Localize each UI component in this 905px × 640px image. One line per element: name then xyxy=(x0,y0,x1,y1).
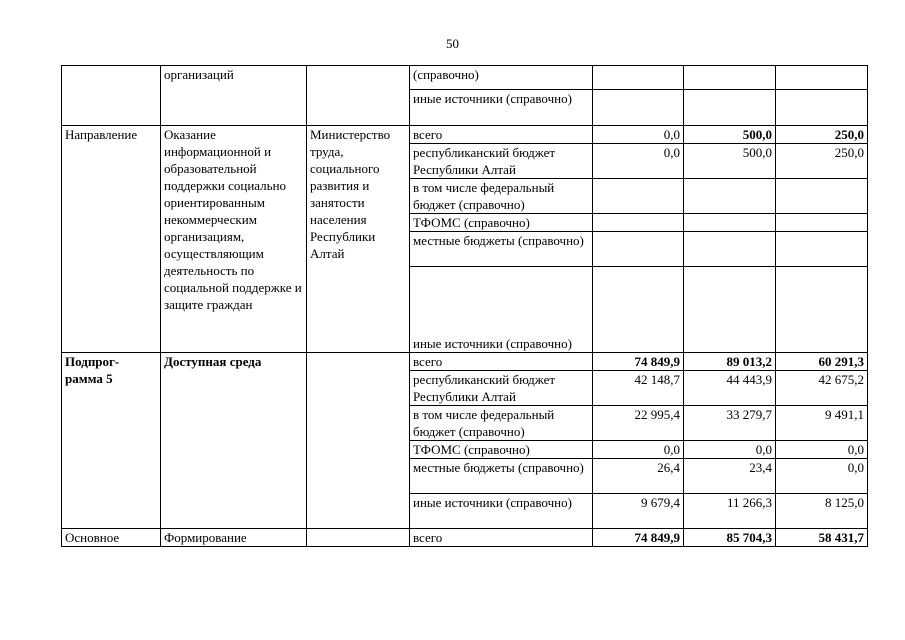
cell-value xyxy=(776,267,868,353)
table-row xyxy=(62,126,868,144)
cell-value xyxy=(593,232,684,267)
cell-value: 0,0 xyxy=(776,459,868,494)
table-row xyxy=(62,529,868,547)
cell-source: (справочно) xyxy=(410,66,593,90)
cell-executor xyxy=(307,353,410,529)
cell-executor xyxy=(307,529,410,547)
cell-value: 60 291,3 xyxy=(776,353,868,371)
cell-value xyxy=(776,179,868,214)
cell-executor: Министерство труда, социального развития и занятости населения Республики Алтай xyxy=(307,126,410,353)
cell-value xyxy=(684,90,776,126)
cell-type xyxy=(62,66,161,126)
cell-value: 250,0 xyxy=(776,126,868,144)
cell-value: 22 995,4 xyxy=(593,406,684,441)
cell-value xyxy=(684,66,776,90)
cell-source: местные бюджеты (справочно) xyxy=(410,459,593,494)
cell-value: 500,0 xyxy=(684,144,776,179)
cell-value xyxy=(776,214,868,232)
cell-value: 8 125,0 xyxy=(776,494,868,529)
cell-value: 0,0 xyxy=(684,441,776,459)
cell-value xyxy=(776,90,868,126)
cell-value xyxy=(684,179,776,214)
cell-source: ТФОМС (справочно) xyxy=(410,441,593,459)
cell-value: 26,4 xyxy=(593,459,684,494)
cell-source: всего xyxy=(410,126,593,144)
cell-value xyxy=(593,179,684,214)
cell-value: 58 431,7 xyxy=(776,529,868,547)
cell-name: организаций xyxy=(161,66,307,126)
cell-source: иные источники (справочно) xyxy=(410,267,593,353)
cell-value: 33 279,7 xyxy=(684,406,776,441)
cell-value: 42 148,7 xyxy=(593,371,684,406)
cell-value: 42 675,2 xyxy=(776,371,868,406)
cell-value xyxy=(593,66,684,90)
cell-type: Подпрог-рамма 5 xyxy=(62,353,161,529)
cell-value: 250,0 xyxy=(776,144,868,179)
cell-source: республиканский бюджет Республики Алтай xyxy=(410,371,593,406)
cell-value xyxy=(684,267,776,353)
cell-value: 74 849,9 xyxy=(593,529,684,547)
cell-value xyxy=(776,232,868,267)
cell-value xyxy=(593,90,684,126)
budget-table xyxy=(61,65,868,547)
table-row xyxy=(62,353,868,371)
cell-value xyxy=(593,214,684,232)
cell-name: Доступная среда xyxy=(161,353,307,529)
cell-source: иные источники (справочно) xyxy=(410,494,593,529)
cell-value: 0,0 xyxy=(593,441,684,459)
table-row xyxy=(62,66,868,90)
cell-source: иные источники (справочно) xyxy=(410,90,593,126)
cell-value: 23,4 xyxy=(684,459,776,494)
cell-value xyxy=(684,232,776,267)
cell-source: всего xyxy=(410,353,593,371)
page-number: 50 xyxy=(446,36,459,51)
cell-source: местные бюджеты (справочно) xyxy=(410,232,593,267)
cell-value: 44 443,9 xyxy=(684,371,776,406)
cell-type: Основное xyxy=(62,529,161,547)
cell-source: в том числе федеральный бюджет (справочно) xyxy=(410,406,593,441)
cell-source: республиканский бюджет Республики Алтай xyxy=(410,144,593,179)
cell-value: 500,0 xyxy=(684,126,776,144)
cell-value: 9 491,1 xyxy=(776,406,868,441)
cell-value: 9 679,4 xyxy=(593,494,684,529)
cell-name: Оказание информационной и образовательной поддержки социально ориентированным некоммерческим организациям, осуществляющим деятельность по социальной поддержке и защите граждан xyxy=(161,126,307,353)
cell-source: в том числе федеральный бюджет (справочно) xyxy=(410,179,593,214)
cell-executor xyxy=(307,66,410,126)
cell-value: 74 849,9 xyxy=(593,353,684,371)
cell-value xyxy=(776,66,868,90)
cell-value: 0,0 xyxy=(593,144,684,179)
cell-source: ТФОМС (справочно) xyxy=(410,214,593,232)
cell-value xyxy=(684,214,776,232)
cell-name: Формирование xyxy=(161,529,307,547)
cell-value: 11 266,3 xyxy=(684,494,776,529)
cell-value: 0,0 xyxy=(776,441,868,459)
cell-source: всего xyxy=(410,529,593,547)
cell-value: 0,0 xyxy=(593,126,684,144)
cell-value: 89 013,2 xyxy=(684,353,776,371)
cell-type: Направление xyxy=(62,126,161,353)
cell-value: 85 704,3 xyxy=(684,529,776,547)
cell-value xyxy=(593,267,684,353)
